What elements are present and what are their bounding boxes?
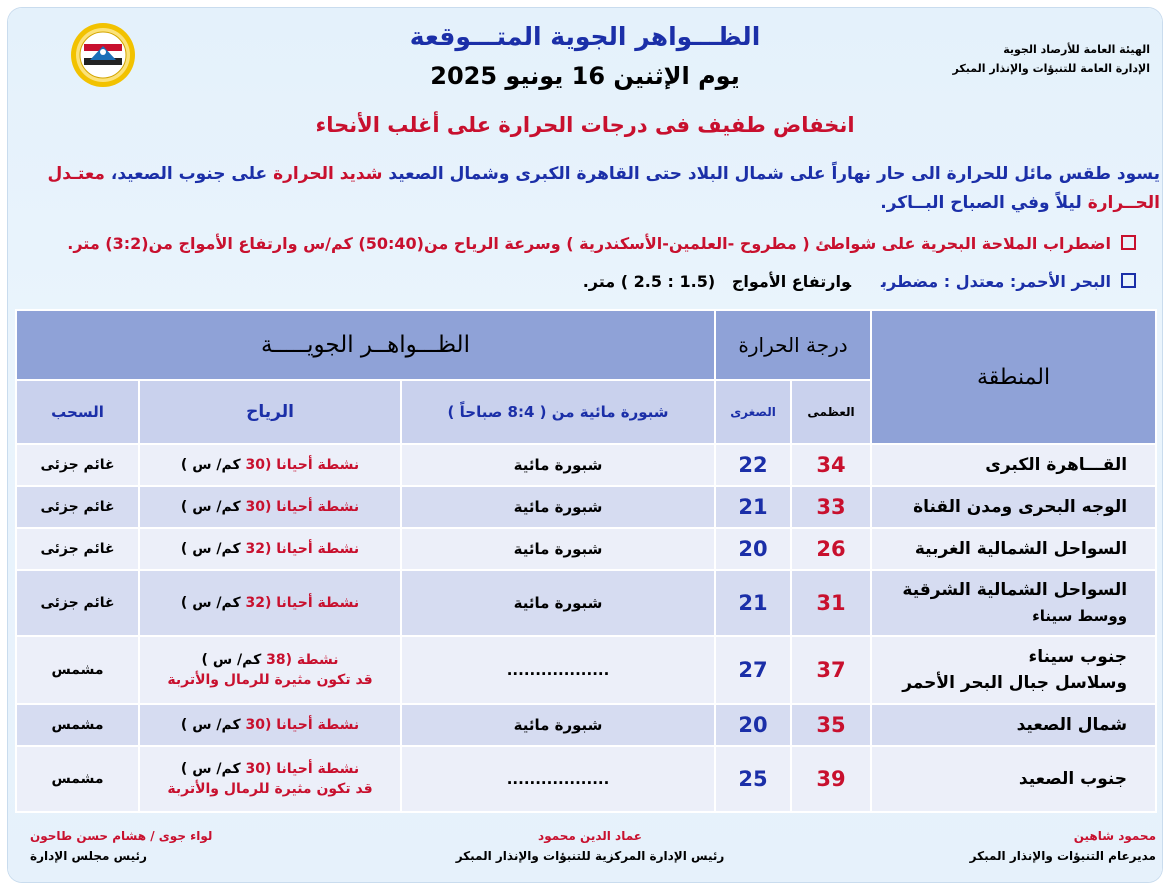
marine-warning-bullet — [26, 232, 1136, 256]
table-row — [16, 444, 1156, 486]
signature-position: رئيس مجلس الإدارة — [30, 849, 147, 863]
clouds-cell: غائم جزئى — [16, 528, 139, 570]
max-temp-cell: 33 — [791, 486, 871, 528]
clouds-cell: غائم جزئى — [16, 444, 139, 486]
fog-cell: .................. — [401, 636, 715, 704]
clouds-cell: مشمس — [16, 746, 139, 812]
summary-part-2: شديد الحرارة — [273, 164, 383, 184]
min-temp-cell: 22 — [715, 444, 791, 486]
bulletin-date: يوم الإثنين 16 يونيو 2025 — [430, 62, 740, 90]
checkbox-square-icon — [1121, 235, 1136, 250]
wind-value: نشطة (38 — [266, 652, 339, 668]
region-cell — [871, 570, 1156, 636]
table-row — [16, 486, 1156, 528]
fog-cell: شبورة مائية — [401, 570, 715, 636]
region-cell: شمال الصعيد — [871, 704, 1156, 746]
red-sea-bullet — [26, 270, 1136, 294]
wind-value: نشطة أحيانا (30 — [245, 499, 360, 515]
clouds-cell: غائم جزئى — [16, 486, 139, 528]
bulletin-headline: انخفاض طفيف فى درجات الحرارة على أغلب الأنحاء — [315, 113, 855, 137]
weather-summary — [10, 160, 1160, 218]
max-temp-cell: 35 — [791, 704, 871, 746]
signature-central-director — [400, 826, 780, 866]
wind-cell — [139, 746, 401, 812]
min-temp-cell: 27 — [715, 636, 791, 704]
wind-cell — [139, 444, 401, 486]
fog-cell: شبورة مائية — [401, 444, 715, 486]
summary-part-5: ليلاً وفي الصباح البــاكر. — [880, 193, 1082, 213]
signature-name: لواء جوى / هشام حسن طاحون — [30, 829, 213, 843]
wind-cell — [139, 704, 401, 746]
org-line-1: الهيئة العامة للأرصاد الجوية — [1003, 43, 1150, 56]
wind-cell — [139, 486, 401, 528]
region-line-2: ووسط سيناء — [1032, 607, 1128, 625]
wind-note: قد تكون مثيرة للرمال والأتربة — [167, 781, 373, 797]
table-row — [16, 636, 1156, 704]
header-phenomena: الظـــواهــر الجويـــــة — [16, 310, 715, 380]
region-cell: السواحل الشمالية الغربية — [871, 528, 1156, 570]
wind-value: نشطة أحيانا (30 — [245, 717, 360, 733]
red-sea-state: البحر الأحمر: معتدل : مضطرب — [880, 272, 1111, 291]
header-wind: الرياح — [139, 380, 401, 444]
bulletin-title: الظـــواهر الجوية المتـــوقعة — [409, 22, 761, 51]
wind-unit: كم/ س ) — [180, 761, 241, 777]
table-row — [16, 704, 1156, 746]
wind-value: نشطة أحيانا (30 — [245, 457, 360, 473]
region-line-2: وسلاسل جبال البحر الأحمر — [902, 673, 1128, 693]
signature-forecast-director — [926, 826, 1156, 866]
header-clouds: السحب — [16, 380, 139, 444]
clouds-cell: مشمس — [16, 636, 139, 704]
min-temp-cell: 25 — [715, 746, 791, 812]
region-cell: الوجه البحرى ومدن القناة — [871, 486, 1156, 528]
max-temp-cell: 26 — [791, 528, 871, 570]
wind-unit: كم/ س ) — [201, 652, 262, 668]
max-temp-cell: 34 — [791, 444, 871, 486]
region-line-1: السواحل الشمالية الشرقية — [902, 580, 1128, 600]
red-sea-waves-label: وارتفاع الأمواج — [731, 272, 851, 291]
wind-value: نشطة أحيانا (30 — [245, 761, 360, 777]
red-sea-waves-value: (1.5 : 2.5 ) متر. — [582, 272, 716, 291]
summary-part-3: على جنوب الصعيد، — [110, 164, 268, 184]
region-line-1: جنوب سيناء — [1028, 647, 1128, 667]
min-temp-cell: 20 — [715, 704, 791, 746]
region-cell — [871, 636, 1156, 704]
table-row — [16, 746, 1156, 812]
table-row — [16, 528, 1156, 570]
wind-unit: كم/ س ) — [180, 595, 241, 611]
clouds-cell: مشمس — [16, 704, 139, 746]
min-temp-cell: 21 — [715, 486, 791, 528]
wind-note: قد تكون مثيرة للرمال والأتربة — [167, 672, 373, 688]
header-fog: شبورة مائية من ( 8:4 صباحاً ) — [401, 380, 715, 444]
region-cell: القـــاهرة الكبرى — [871, 444, 1156, 486]
wind-cell — [139, 528, 401, 570]
wind-value: نشطة أحيانا (32 — [245, 595, 360, 611]
wind-cell — [139, 570, 401, 636]
wind-unit: كم/ س ) — [180, 499, 241, 515]
wind-unit: كم/ س ) — [180, 541, 241, 557]
clouds-cell: غائم جزئى — [16, 570, 139, 636]
signature-chairman — [30, 826, 240, 866]
max-temp-cell: 39 — [791, 746, 871, 812]
wind-value: نشطة أحيانا (32 — [245, 541, 360, 557]
min-temp-cell: 21 — [715, 570, 791, 636]
fog-cell: شبورة مائية — [401, 486, 715, 528]
max-temp-cell: 31 — [791, 570, 871, 636]
signature-position: مديرعام التنبؤات والإنذار المبكر — [969, 849, 1156, 863]
signature-position: رئيس الإدارة المركزية للتنبؤات والإنذار المبكر — [455, 849, 725, 863]
checkbox-square-icon — [1121, 273, 1136, 288]
wind-unit: كم/ س ) — [180, 457, 241, 473]
header-max: العظمى — [791, 380, 871, 444]
fog-cell: شبورة مائية — [401, 704, 715, 746]
table-row — [16, 570, 1156, 636]
region-cell: جنوب الصعيد — [871, 746, 1156, 812]
marine-warning-text: اضطراب الملاحة البحرية على شواطئ ( مطروح -العلمين-الأسكندرية ) وسرعة الرياح من(50:40) كم/س وارتفاع الأمواج من(3:2) متر. — [67, 234, 1111, 253]
fog-cell: .................. — [401, 746, 715, 812]
wind-unit: كم/ س ) — [180, 717, 241, 733]
min-temp-cell: 20 — [715, 528, 791, 570]
max-temp-cell: 37 — [791, 636, 871, 704]
org-line-2: الإدارة العامة للتنبؤات والإنذار المبكر — [952, 62, 1150, 75]
forecast-table — [15, 309, 1157, 813]
wind-cell — [139, 636, 401, 704]
header-temperature: درجة الحرارة — [715, 310, 871, 380]
summary-part-4: معتـدل الحــرارة — [47, 164, 1160, 213]
header-min: الصغرى — [715, 380, 791, 444]
fog-cell: شبورة مائية — [401, 528, 715, 570]
header-region: المنطقة — [871, 310, 1156, 444]
summary-part-1: يسود طقس مائل للحرارة الى حار نهاراً على شمال البلاد حتى القاهرة الكبرى وشمال الصعيد — [388, 164, 1160, 184]
signature-name: عماد الدين محمود — [538, 829, 642, 843]
signature-name: محمود شاهين — [1073, 829, 1156, 843]
